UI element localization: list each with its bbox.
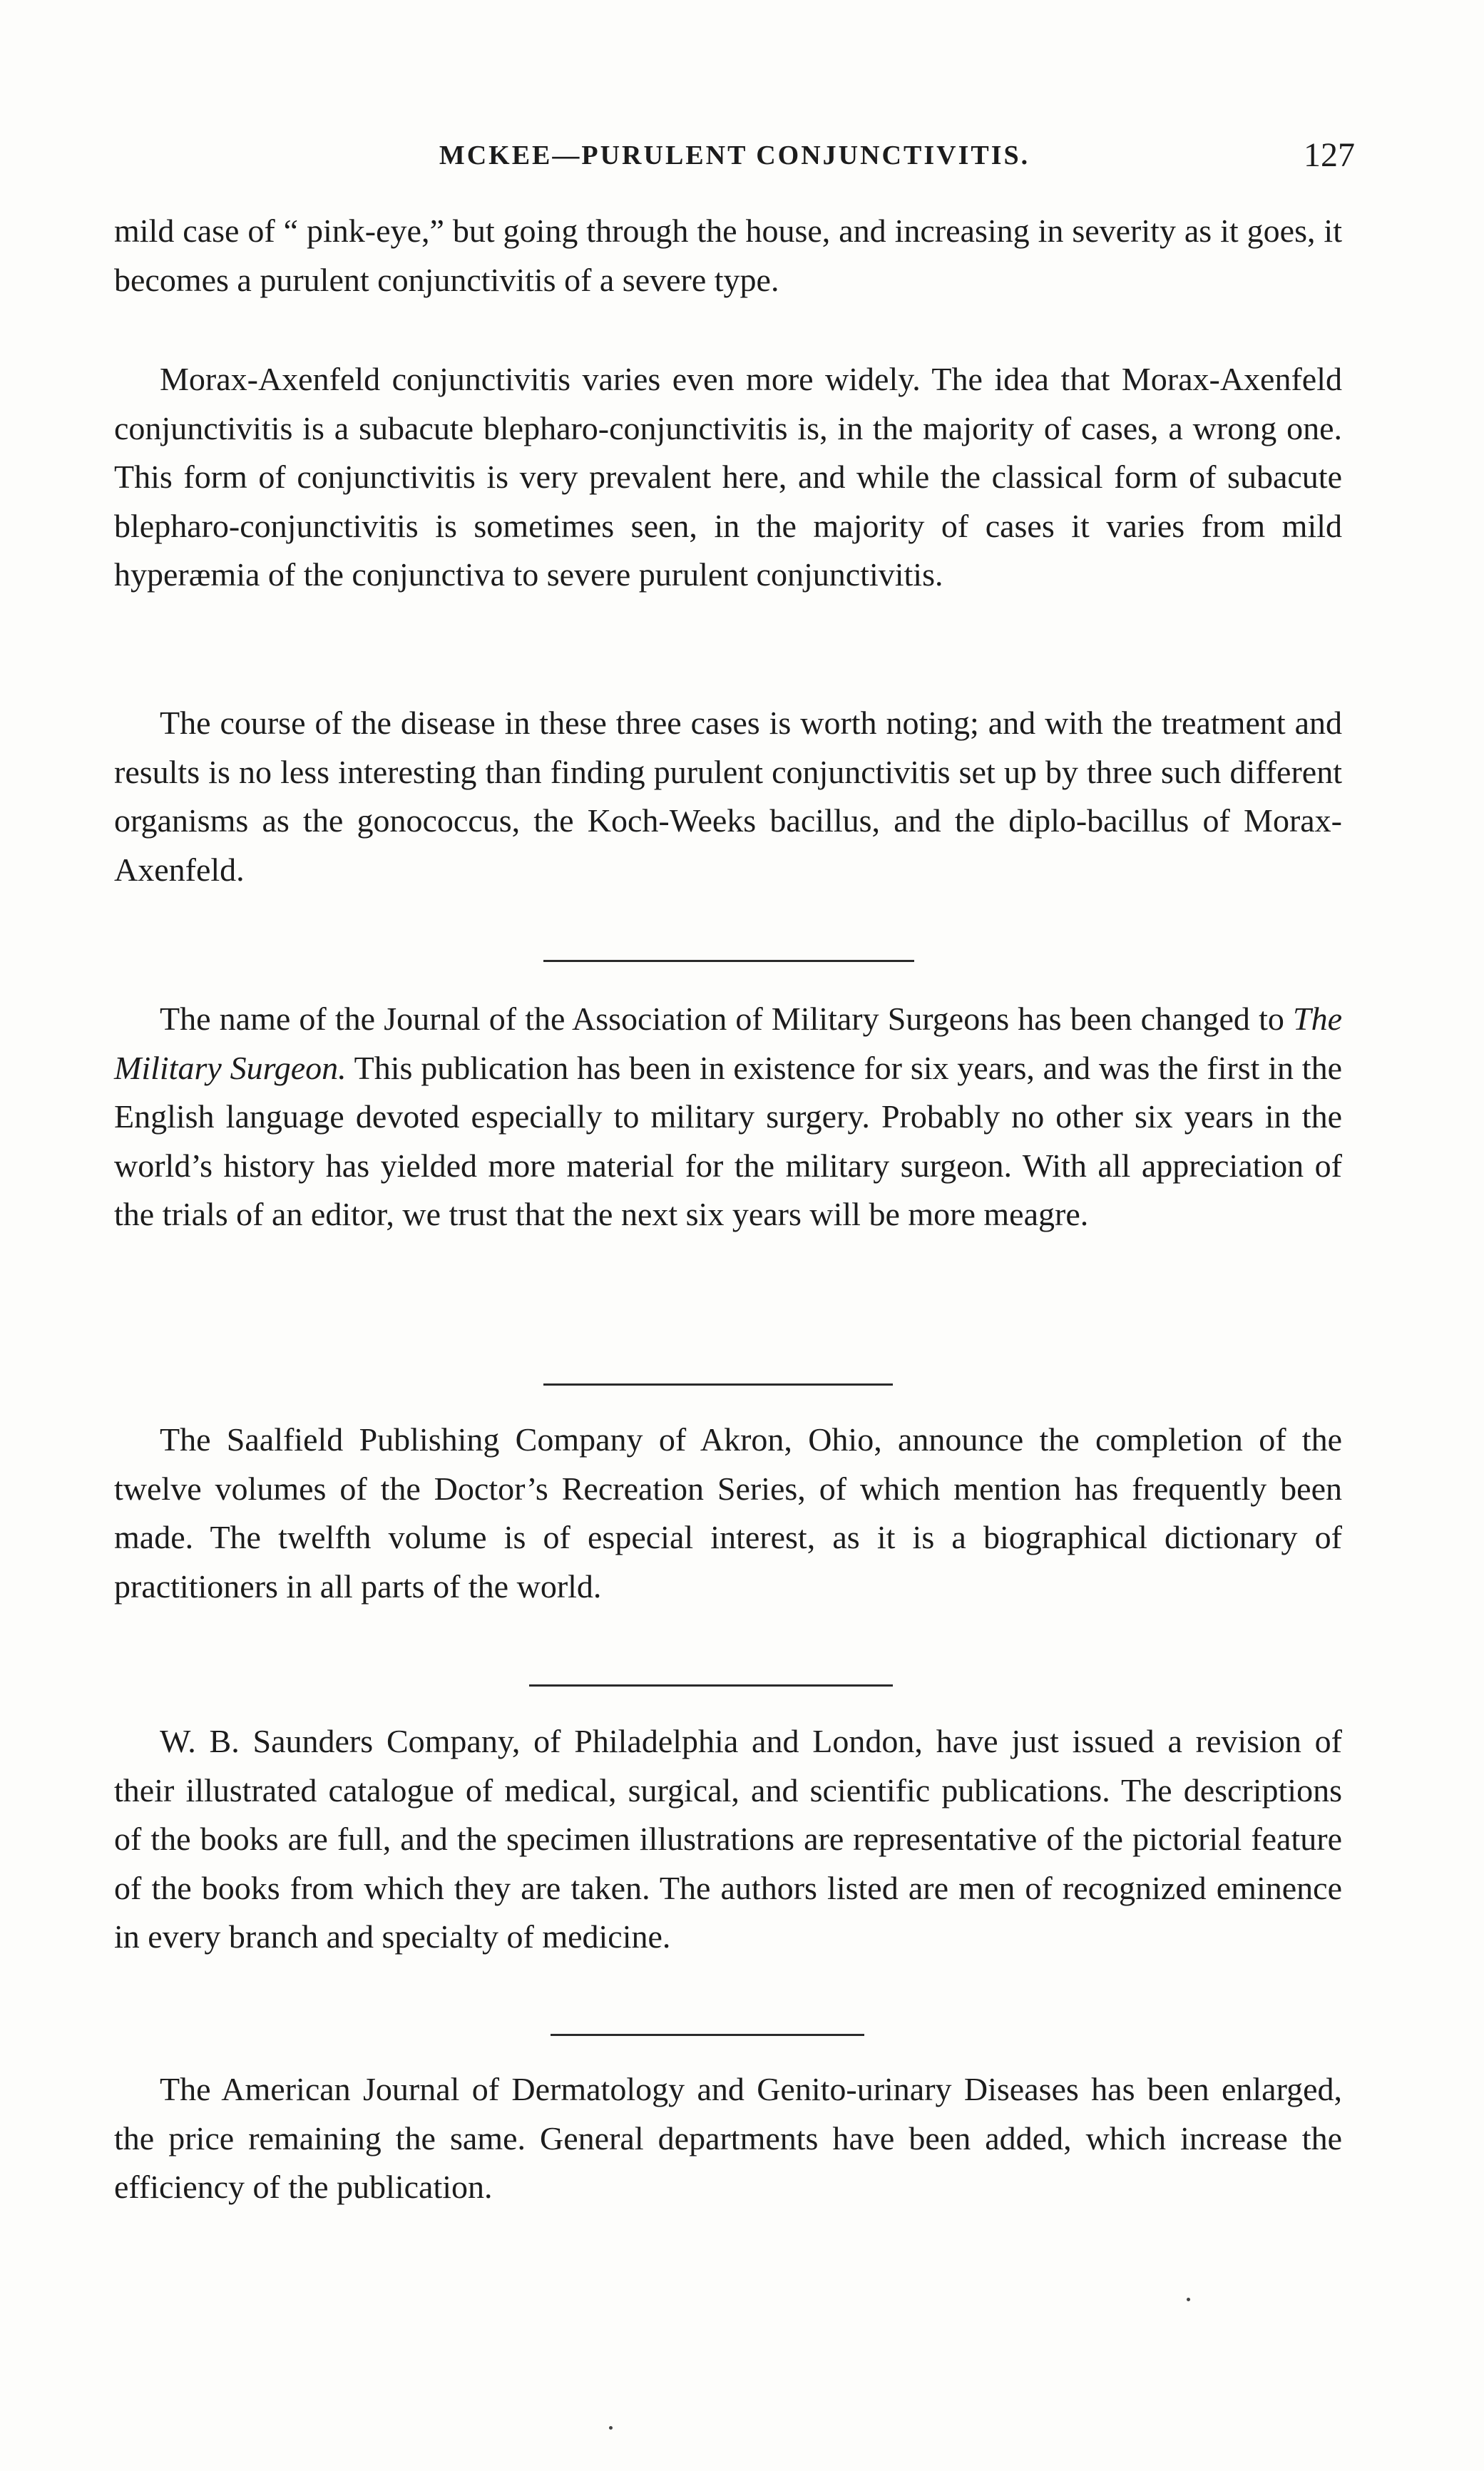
running-head bbox=[114, 136, 1355, 183]
military-surgeon-text-after: This publication has been in existence for six years, and was the first in the English language devoted especially to military surgery. Probably no other six years in the world’s history has yielded more material for the military surgeon. With all appreciation of the trials of an editor, we trust that the next six years will be more meagre. bbox=[114, 1049, 1342, 1232]
paragraph-saunders-company: W. B. Saunders Company, of Philadelphia and London, have just issued a revision of their illustrated catalogue of medical, surgical, and scientific publications. The descriptions of the books are full, and the specimen illustrations are representative of the pictorial feature of the books from which they are taken. The authors listed are men of recognized eminence in every branch and specialty of medicine. bbox=[114, 1723, 1342, 1955]
military-surgeon-text-before: The name of the Journal of the Association of Military Surgeons has been changed to bbox=[160, 1001, 1293, 1037]
paragraph-saalfield-publishing: The Saalfield Publishing Company of Akron, Ohio, announce the completion of the twelve volumes of the Doctor’s Recreation Series, of which mention has frequently been made. The twelfth volume is of especial interest, as it is a biographical dictionary of practitioners in all parts of the world. bbox=[114, 1421, 1342, 1605]
paragraph-course-of-disease: The course of the disease in these three cases is worth noting; and with the treatment and results is no less interesting than finding purulent conjunctivitis set up by three such different organisms as the gonococcus, the Koch-Weeks bacillus, and the diplo-bacillus of Morax-Axenfeld. bbox=[114, 705, 1342, 888]
paragraph-dermatology-journal: The American Journal of Dermatology and Genito-urinary Diseases has been enlarged, the price remaining the same. General departments have been added, which increase the efficiency of the publication. bbox=[114, 2071, 1342, 2205]
section-divider-rule bbox=[543, 1383, 893, 1386]
paragraph-pink-eye-continuation: mild case of “ pink-eye,” but going through the house, and increasing in severity as it goes, it becomes a purulent conjunctivitis of a severe type. bbox=[114, 213, 1342, 298]
journal-title: The Military Surgeon. bbox=[114, 1001, 1342, 1086]
section-divider-rule bbox=[543, 960, 914, 962]
paragraph-military-surgeon bbox=[114, 995, 1342, 1239]
running-title: MCKEE—PURULENT CONJUNCTIVITIS. bbox=[439, 140, 1030, 170]
print-speck bbox=[1187, 2298, 1190, 2301]
page-number: 127 bbox=[1304, 136, 1355, 174]
paragraph-morax-axenfeld: Morax-Axenfeld conjunctivitis varies even more widely. The idea that Morax-Axenfeld conjunctivitis is a subacute blepharo-conjunctivitis is, in the majority of cases, a wrong one. This form of conjunctivitis is very prevalent here, and while the classical form of subacute blepharo-conjunctivitis is sometimes seen, in the majority of cases it varies from mild hyperæmia of the conjunctiva to severe purulent conjunctivitis. bbox=[114, 361, 1342, 593]
print-speck bbox=[609, 2426, 613, 2430]
section-divider-rule bbox=[551, 2034, 864, 2036]
section-divider-rule bbox=[529, 1684, 893, 1687]
